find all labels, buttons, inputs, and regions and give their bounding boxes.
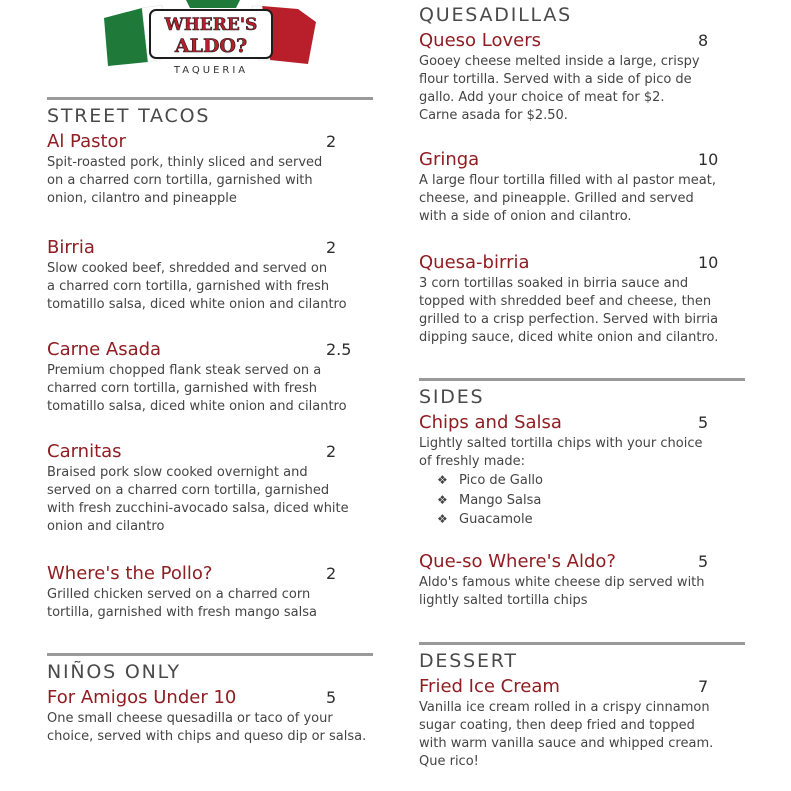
item-price: 2.5: [326, 340, 352, 359]
item-description: [419, 172, 719, 226]
item-name: Carne Asada: [47, 339, 162, 360]
desc-line: Que rico!: [419, 754, 479, 769]
item-description: [419, 699, 719, 771]
section-title-sides: SIDES: [419, 386, 485, 408]
section-title-ninos: NIÑOS ONLY: [47, 661, 181, 683]
svg-text:ALDO?: ALDO?: [174, 35, 248, 57]
item-price: 5: [326, 688, 337, 707]
desc-line: Slow cooked beef, shredded and served on: [47, 261, 328, 276]
item-name: Que-so Where's Aldo?: [419, 551, 616, 572]
item-description: [419, 435, 719, 471]
item-name: Al Pastor: [47, 131, 126, 152]
desc-line: cheese, and pineapple. Grilled and served: [419, 191, 694, 206]
section-divider: [419, 378, 745, 381]
desc-line: dipping sauce, diced white onion and cilantro.: [419, 330, 719, 345]
diamond-bullet-icon: ❖: [437, 473, 448, 487]
item-price: 2: [326, 238, 337, 257]
diamond-bullet-icon: ❖: [437, 512, 448, 526]
desc-line: One small cheese quesadilla or taco of your: [47, 711, 333, 726]
svg-text:TAQUERIA: TAQUERIA: [173, 65, 249, 76]
desc-line: flour tortilla. Served with a side of pico de: [419, 72, 692, 87]
salsa-options-list: [437, 471, 543, 530]
item-description: [47, 586, 347, 622]
item-name: Where's the Pollo?: [47, 563, 213, 584]
desc-line: A large flour tortilla filled with al pastor meat,: [419, 173, 716, 188]
item-name: Chips and Salsa: [419, 412, 562, 433]
desc-line: topped with shredded beef and cheese, then: [419, 294, 712, 309]
desc-line: charred corn tortilla, garnished with fresh: [47, 381, 317, 396]
item-price: 5: [698, 413, 709, 432]
item-price: 10: [698, 253, 719, 272]
section-title-street-tacos: STREET TACOS: [47, 105, 211, 127]
logo-text: WHERE'S: [164, 15, 258, 35]
logo: [102, 0, 320, 78]
item-name: Birria: [47, 237, 95, 258]
item-price: 2: [326, 442, 337, 461]
item-description: [419, 53, 719, 125]
desc-line: Gooey cheese melted inside a large, crispy: [419, 54, 700, 69]
section-title-quesadillas: QUESADILLAS: [419, 4, 572, 26]
desc-line: gallo. Add your choice of meat for $2.: [419, 90, 665, 105]
logo-graphic: [102, 0, 320, 78]
item-price: 7: [698, 677, 709, 696]
item-description: [47, 464, 347, 536]
desc-line: tomatillo salsa, diced white onion and cilantro: [47, 399, 347, 414]
list-item: [437, 491, 543, 511]
desc-line: Carne asada for $2.50.: [419, 108, 568, 123]
item-price: 5: [698, 552, 709, 571]
option-label: Guacamole: [459, 512, 533, 527]
item-description: [47, 710, 367, 746]
item-name: Quesa-birria: [419, 252, 530, 273]
item-price: 2: [326, 132, 337, 151]
desc-line: with a side of onion and cilantro.: [419, 209, 632, 224]
desc-line: with warm vanilla sauce and whipped cream.: [419, 736, 714, 751]
item-name: Gringa: [419, 149, 480, 170]
item-description: [47, 362, 347, 416]
desc-line: tortilla, garnished with fresh mango salsa: [47, 605, 317, 620]
section-divider: [419, 642, 745, 645]
desc-line: Grilled chicken served on a charred corn: [47, 587, 311, 602]
desc-line: Vanilla ice cream rolled in a crispy cinnamon: [419, 700, 710, 715]
desc-line: onion and cilantro: [47, 519, 165, 534]
desc-line: tomatillo salsa, diced white onion and cilantro: [47, 297, 347, 312]
desc-line: on a charred corn tortilla, garnished with: [47, 173, 313, 188]
item-description: [47, 154, 347, 208]
item-description: [419, 275, 719, 347]
item-price: 8: [698, 31, 709, 50]
desc-line: Premium chopped flank steak served on a: [47, 363, 322, 378]
section-title-dessert: DESSERT: [419, 650, 518, 672]
item-name: Carnitas: [47, 441, 122, 462]
item-name: Queso Lovers: [419, 30, 541, 51]
desc-line: with fresh zucchini-avocado salsa, diced white: [47, 501, 349, 516]
section-divider: [47, 653, 373, 656]
section-divider: [47, 97, 373, 100]
desc-line: sugar coating, then deep fried and topped: [419, 718, 695, 733]
desc-line: Aldo's famous white cheese dip served with: [419, 575, 705, 590]
desc-line: choice, served with chips and queso dip or salsa.: [47, 729, 367, 744]
desc-line: lightly salted tortilla chips: [419, 593, 588, 608]
desc-line: Braised pork slow cooked overnight and: [47, 465, 308, 480]
option-label: Pico de Gallo: [459, 473, 543, 488]
diamond-bullet-icon: ❖: [437, 492, 448, 507]
item-price: 2: [326, 564, 337, 583]
desc-line: a charred corn tortilla, garnished with fresh: [47, 279, 330, 294]
item-name: Fried Ice Cream: [419, 676, 560, 697]
item-description: [419, 574, 719, 610]
desc-line: Lightly salted tortilla chips with your choice: [419, 436, 703, 451]
item-description: [47, 260, 347, 314]
desc-line: served on a charred corn tortilla, garnished: [47, 483, 330, 498]
item-price: 10: [698, 150, 719, 169]
item-name: For Amigos Under 10: [47, 687, 237, 708]
desc-line: onion, cilantro and pineapple: [47, 191, 237, 206]
list-item: [437, 510, 543, 530]
desc-line: 3 corn tortillas soaked in birria sauce and: [419, 276, 689, 291]
desc-line: Spit-roasted pork, thinly sliced and served: [47, 155, 323, 170]
desc-line: grilled to a crisp perfection. Served with birria: [419, 312, 719, 327]
list-item: [437, 471, 543, 491]
desc-line: of freshly made:: [419, 454, 526, 469]
option-label: Mango Salsa: [459, 492, 542, 508]
